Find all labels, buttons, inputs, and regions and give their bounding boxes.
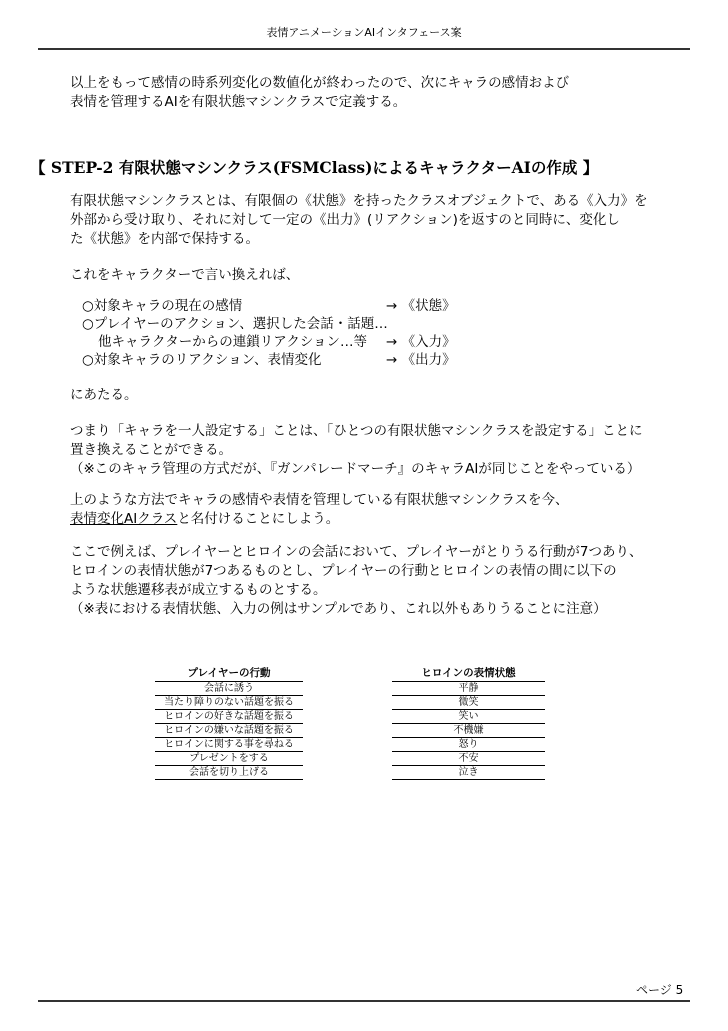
intro-line: 表情を管理するAIを有限状態マシンクラスで定義する。 — [70, 94, 407, 110]
mapping-row-input-b — [82, 333, 456, 351]
mapping-source: ○プレイヤーのアクション、選択した会話・話題… — [82, 316, 388, 332]
player-action-cell: プレゼントをする — [155, 751, 303, 765]
restate-line: これをキャラクターで言い換えれば、 — [70, 267, 300, 283]
example-line: （※表における表情状態、入力の例はサンプルであり、これ以外もありうることに注意） — [70, 601, 607, 617]
example-paragraph — [70, 543, 642, 619]
document-title: 表情アニメーションAIインタフェース案 — [266, 26, 462, 39]
example-line: ヒロインの表情状態が7つあるものとし、プレイヤーの行動とヒロインの表情の間に以下の — [70, 563, 617, 579]
player-action-table — [155, 666, 303, 780]
naming-paragraph — [70, 491, 569, 529]
conclusion-line: にあたる。 — [70, 387, 138, 403]
heroine-state-cell: 笑い — [392, 709, 545, 723]
paraphrase-line: 置き換えることができる。 — [70, 442, 232, 458]
player-action-cell: ヒロインの好きな話題を振る — [155, 709, 303, 723]
term-underlined: 表情変化AIクラス — [70, 511, 178, 527]
intro-paragraph — [70, 74, 569, 112]
mapping-target: → 《入力》 — [386, 334, 456, 350]
heroine-state-cell: 微笑 — [392, 695, 545, 709]
mapping-row-output — [82, 351, 456, 369]
naming-line — [70, 510, 569, 529]
heroine-state-cell: 不安 — [392, 751, 545, 765]
naming-line: 上のような方法でキャラの感情や表情を管理している有限状態マシンクラスを今、 — [70, 492, 569, 508]
mapping-target: → 《状態》 — [386, 298, 456, 314]
paraphrase-line: （※このキャラ管理の方式だが、『ガンパレードマーチ』のキャラAIが同じことをやっている） — [70, 461, 641, 477]
player-action-cell: 当たり障りのない話題を振る — [155, 695, 303, 709]
player-action-cell: 会話を切り上げる — [155, 765, 303, 780]
mapping-row-input-a — [82, 315, 388, 333]
page-number: ページ 5 — [636, 983, 684, 997]
heroine-state-table — [392, 666, 545, 780]
naming-rest: と名付けることにしよう。 — [177, 511, 340, 527]
intro-line: 以上をもって感情の時系列変化の数値化が終わったので、次にキャラの感情および — [70, 75, 570, 91]
mapping-source: 他キャラクターからの連鎖リアクション…等 — [98, 334, 368, 350]
paraphrase-line: つまり「キャラを一人設定する」ことは、「ひとつの有限状態マシンクラスを設定する」ことに — [70, 423, 643, 439]
mapping-source: ○対象キャラの現在の感情 — [82, 298, 243, 314]
definition-line: た《状態》を内部で保持する。 — [70, 231, 259, 247]
mapping-source: ○対象キャラのリアクション、表情変化 — [82, 352, 322, 368]
example-line: ここで例えば、プレイヤーとヒロインの会話において、プレイヤーがとりうる行動が7つあり、 — [70, 544, 643, 560]
player-action-cell: ヒロインの嫌いな話題を振る — [155, 723, 303, 737]
mapping-row-state — [82, 297, 456, 315]
section-heading: 【 STEP-2 有限状態マシンクラス(FSMClass)によるキャラクターAIの作成 】 — [30, 158, 599, 177]
mapping-target: → 《出力》 — [386, 352, 456, 368]
definition-line: 外部から受け取り、それに対して一定の《出力》(リアクション)を返すのと同時に、変化し — [70, 212, 620, 228]
mapping-list — [82, 297, 456, 369]
player-action-cell: ヒロインに関する事を尋ねる — [155, 737, 303, 751]
player-action-cell: 会話に誘う — [155, 681, 303, 695]
heroine-state-cell: 泣き — [392, 765, 545, 780]
heroine-state-header: ヒロインの表情状態 — [421, 667, 516, 679]
paraphrase-paragraph — [70, 422, 642, 479]
heroine-state-cell: 平静 — [392, 681, 545, 695]
example-line: ような状態遷移表が成立するものとする。 — [70, 582, 327, 598]
definition-line: 有限状態マシンクラスとは、有限個の《状態》を持ったクラスオブジェクトで、ある《入力》を — [70, 193, 648, 209]
player-action-header: プレイヤーの行動 — [187, 667, 271, 679]
heroine-state-cell: 不機嫌 — [392, 723, 545, 737]
definition-paragraph — [70, 192, 648, 249]
header-divider — [38, 48, 690, 50]
footer-divider — [38, 1000, 690, 1002]
heroine-state-cell: 怒り — [392, 737, 545, 751]
